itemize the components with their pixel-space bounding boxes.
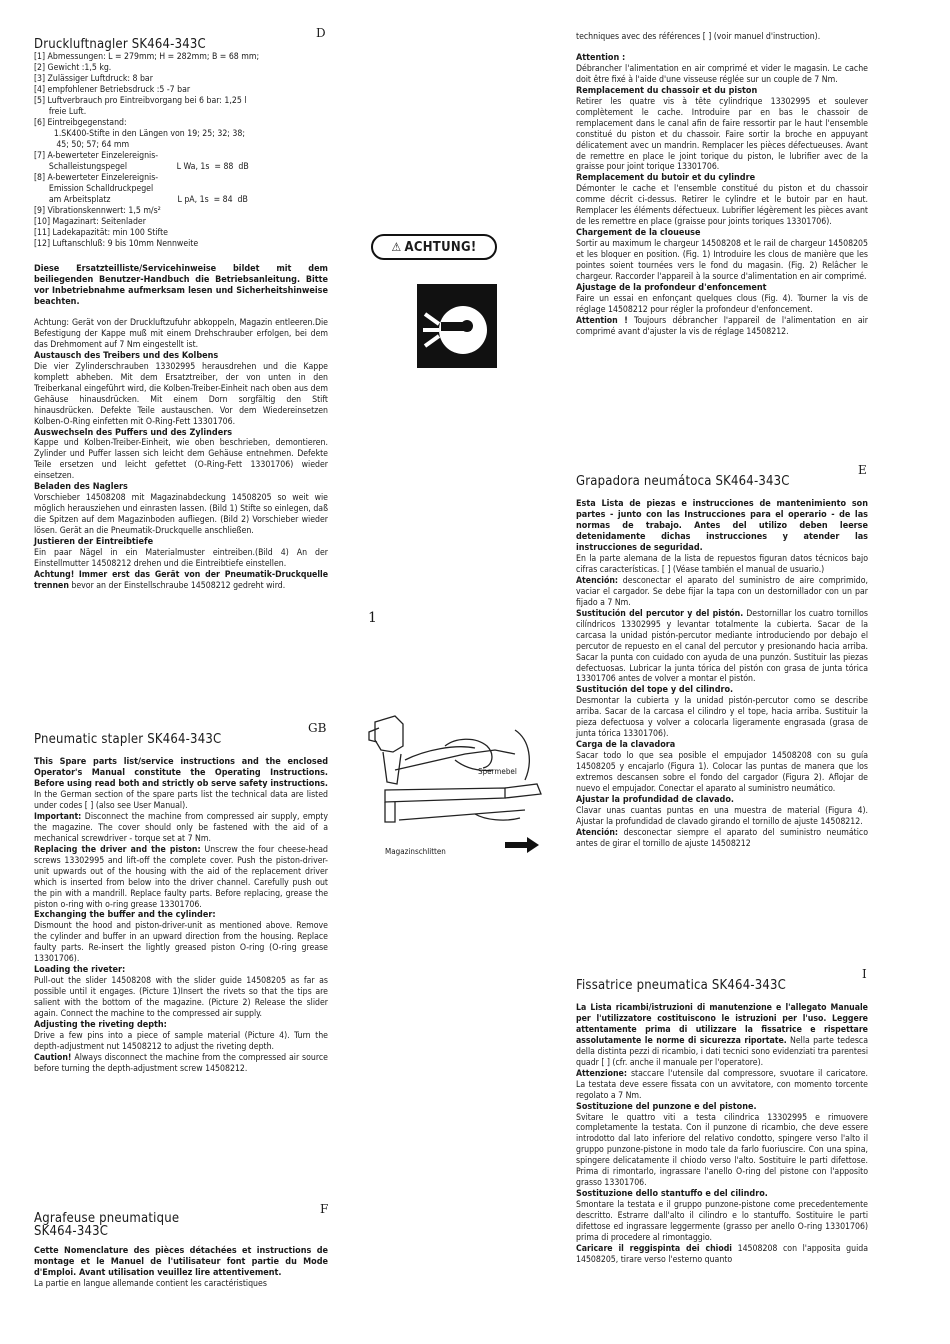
attention-it (576, 1069, 868, 1102)
right-column (576, 0, 868, 1344)
attention-label-it: Attenzione: (576, 1068, 627, 1079)
warning-label-gb: Caution! (34, 1052, 72, 1063)
section-it (576, 979, 868, 1266)
spec-line: am Arbeitsplatz L pA, 1s = 84 dB (34, 195, 248, 205)
paragraph-de-1: Die vier Zylinderschrauben 13302995 herausdrehen und die Kappe komplett abheben. Mit dem Ersatztreiber, der von unten in den Treiberkanal eingeführt wird, die Kolben-Treiber-Einheit nach oben aus dem Gehäuse hinausdrücken. Mit einem Dorn sorgfältig den Stift hinausdrücken. Defekte Teile austauschen. Vor dem Wiedereinsetzen Kolben-O-Ring einfetten mit O-Ring-Fett 13301706. (34, 361, 328, 427)
lang-code-it: I (862, 967, 867, 981)
intro2-fr: La partie en langue allemande contient les caractéristiques (34, 1279, 267, 1289)
paragraph-de-3: Vorschieber 14508208 mit Magazinabdeckung 14508205 so weit wie möglich herausziehen und einrasten lassen. (Bild 1) Stifte so einlegen, daß die Spitzen auf dem Magazinboden aufliegen. (Bild 2) Vorschieber wieder lösen. Gerät an die Pneumatik-Druckquelle anschließen. (34, 493, 328, 537)
paragraph-fr-1: Retirer les quatre vis à tête cylindrique 13302995 et soulever complètement le cache. Introduire par en bas le chassoir de remplacement dans le canal afin de faire ressortir par le haut l'ensemble constitué du piston et du chassoir. Faire sortir la broche en appuyant délicatement avec un mandrin. Remplacer les pièces défectueuses. Avant de remettre en place le joint torique du piston, le lubrifier avec de la graisse pour joint torique 13301706. (576, 96, 868, 173)
title-it: Fissatrice pneumatica SK464-343C (576, 978, 787, 993)
intro-es: Esta Lista de piezas e instrucciones de mantenimiento son partes - junto con las Instrucciones para el operario - de las normas de trabajo. Antes del utilizo deben leerse detenidamente dichas instrucciones y atender las instrucciones de seguridad. (576, 499, 868, 553)
paragraph-gb-1 (34, 845, 328, 911)
spec-line: Emission Schalldruckpegel (34, 184, 154, 194)
heading-gb-4: Adjusting the riveting depth: (34, 1020, 167, 1031)
paragraph-gb-3: Pull-out the slider 14508208 with the slider guide 14508205 as far as possible until it engages. (Picture 1)Insert the rivets so that the tips are salient with the bottom of the magazine. (Picture 2) Release the slider again. Connect the machine to the compressed air supply. (34, 976, 328, 1020)
paragraph-es-1 (576, 609, 868, 686)
caution-label-de: Achtung (34, 318, 67, 328)
paragraph-fr-3: Sortir au maximum le chargeur 14508208 et le rail de chargeur 14508205 et les bloquer en position. (Fig. 1) Introduire les clous de manière que les pointes soient tournées vers le fond du magasin. (Fig. 2) Relâcher le chargeur. Raccorder l'appareil à la source d'alimentation en air comprimé. (576, 239, 868, 283)
paragraph-es-4: Clavar unas cuantas puntas en una muestra de material (Figura 4). Ajustar la profundidad de clavado girando el tornillo de ajuste 14508212. (576, 805, 868, 827)
intro-fr: Cette Nomenclature des pièces détachées et instructions de montage et le Manuel de l'utilisateur font partie du Mode d'Emploi. Avant utilisation veuillez lire attentivement. (34, 1246, 328, 1278)
heading-es-1: Sustitución del percutor y del pistón. (576, 608, 744, 619)
warning-label-de: Achtung! (34, 569, 75, 580)
heading-fr-1: Remplacement du chassoir et du piston (576, 85, 758, 96)
warning-rest-de: bevor an der Einstellschraube 14508212 gedreht wird. (71, 580, 286, 591)
heading-gb-1: Replacing the driver and the piston: (34, 844, 201, 855)
figure-number: 1 (368, 610, 377, 626)
attention-label-es: Atención: (576, 575, 619, 586)
heading-es-2: Sustitución del tope y del cilindro. (576, 685, 734, 696)
heading-es-4: Ajustar la profundidad de clavado. (576, 794, 734, 805)
section-fr-start (34, 1213, 328, 1290)
attention-text-it: staccare l'utensile dal compressore, svuotare il caricatore. La testata deve essere fissata con un avvitatore, con momento torcente regolato a 7 Nm. (576, 1068, 869, 1101)
text-gb-1: Unscrew the four cheese-head screws 13302995 and lift-off the complete cover. Push the piston-driver-unit upwards out of the housing with the aid of the replacement driver which is inserted from below into the driver channel. Carefully push out the pin with a mandrill. Replace faulty parts. Before replacing, grease the piston o-ring with o-ring grease 13301706. (34, 844, 328, 910)
spec-line: [1] Abmessungen: L = 279mm; H = 282mm; B = 68 mm; (34, 52, 260, 62)
intro-bold-it: La Lista ricambi/istruzioni di manutenzione e l'allegato Manuale per l'utilizzatore costituiscono le istruzioni per l'uso. Leggere attentamente prima di utilizzare la fissatrice e rispettare assolutamente le norme di sicurezza riportate. (576, 1003, 868, 1046)
warning-label-fr: Attention ! (576, 315, 628, 326)
heading-de-3: Beladen des Naglers (34, 482, 128, 493)
title-de: Druckluftnagler SK464-343C (34, 37, 206, 52)
heading-fr-4: Ajustage de la profondeur d'enfoncement (576, 282, 767, 293)
warning-label-es: Atención: (576, 827, 619, 838)
warning-fr (576, 316, 868, 338)
de-body (34, 264, 328, 592)
left-column (34, 0, 328, 1344)
warning-text-es: desconectar siempre el aparato del suministro neumático antes de girar el tornillo de ajuste 14508212 (576, 827, 868, 849)
intro-gb: This Spare parts list/service instructions and the enclosed Operator's Manual constitute the Operating Instructions. Before using read both and strictly ob serve safety instructions. (34, 757, 329, 789)
spec-line: [12] Luftanschluß: 9 bis 10mm Nennweite (34, 239, 199, 249)
warning-de (34, 570, 328, 592)
spec-line: [10] Magazinart: Seitenlader (34, 217, 146, 227)
heading-de-1: Austausch des Treibers und des Kolbens (34, 350, 219, 361)
spec-line: [3] Zulässiger Luftdruck: 8 bar (34, 74, 153, 84)
heading-de-2: Auswechseln des Puffers und des Zylinders (34, 427, 233, 438)
paragraph-es-2: Desmontar la cubierta y la unidad pistón-percutor como se describe arriba. Sacar de la carcasa el cilindro y el tope, hacia arriba. Sustituir la pieza defectuosa y volver a colocarla ligeramente engrasada (grasa de junta tórica 13301706). (576, 696, 868, 740)
title-es: Grapadora neumátoca SK464-343C (576, 474, 790, 489)
heading-fr-3: Chargement de la cloueuse (576, 228, 701, 239)
lang-code-gb: GB (308, 721, 327, 735)
lang-code-es: E (858, 463, 867, 477)
warning-bold-de: Immer erst das Gerät von der Pneumatik-Druckquelle trennen (34, 569, 328, 591)
lang-code-fr: F (320, 1202, 329, 1216)
attention-es (576, 576, 868, 609)
achtung-badge (371, 234, 497, 260)
caution-text-de: : Gerät von der Druckluftzufuhr abkoppeln, Magazin entleeren.Die Befestigung der Kappe muß mit einem Drehschrauber erfolgen, bei dem das Drehmoment auf 7 Nm eingestellt ist. (34, 318, 328, 350)
important-gb (34, 812, 328, 845)
paragraph-it-2: Smontare la testata e il gruppo punzone-pistone come precedentemente descritto. Estrarre dall'alto il cilindro e lo stantuffo. Sostituire le parti difettose ed ingrassare leggermente (grasso per anello O-ring 13301706) prima di procedere al rimontaggio. (576, 1200, 868, 1244)
stapler-illustration (355, 710, 560, 860)
spec-line: [11] Ladekapazität: min 100 Stifte (34, 228, 168, 238)
heading-fr-2: Remplacement du butoir et du cylindre (576, 173, 756, 184)
spec-line: [6] Eintreibgegenstand: (34, 118, 127, 128)
cont-fr: techniques avec des références [ ] (voir manuel d'instruction). (576, 32, 821, 42)
spec-line: 45; 50; 57; 64 mm (34, 140, 130, 150)
warning-triangle-icon: ⚠ (391, 240, 402, 254)
paragraph-es-3: Sacar todo lo que sea posible el empujador 14508208 con su guía 14508205 y encajarlo (Figura 1). Colocar las puntas de manera que los extremos descansen sobre el fondo del cargador (Figura 2). Aflojar de nuevo el empujador. Conectar el aparato al suministro neumático. (576, 751, 868, 795)
label-spermebel: Spermebel (478, 767, 517, 776)
spec-line: freie Luft. (34, 107, 87, 117)
important-text-gb: Disconnect the machine from compressed air supply, empty the magazine. The cover should only be fastened with the aid of a mechanical screwdriver - torque set at 7 Nm. (34, 811, 328, 844)
spec-line: 1.SK400-Stifte in den Längen von 19; 25; 32; 38; (34, 129, 245, 139)
paragraph-gb-2: Dismount the hood and piston-driver-unit as mentioned above. Remove the cylinder and buffer in an upward direction from the housing. Replace faulty parts. Re-insert the lightly greased piston O-ring (O-ring grease 13301706). (34, 921, 328, 965)
title-fr-line1: Agrafeuse pneumatique (34, 1211, 180, 1226)
attention-text-fr: Débrancher l'alimentation en air comprimé et vider le magasin. Le cache doit être fixé à l'aide d'une visseuse réglée sur un couple de 7 Nm. (576, 63, 868, 85)
spec-list-de (34, 52, 328, 250)
achtung-label: ACHTUNG! (404, 239, 477, 255)
heading-gb-2: Exchanging the buffer and the cylinder: (34, 910, 216, 921)
label-magazinschlitten: Magazinschlitten (385, 847, 446, 856)
heading-it-1: Sostituzione del punzone e del pistone. (576, 1101, 757, 1112)
paragraph-fr-4: Faire un essai en enfonçant quelques clous (Fig. 4). Tourner la vis de réglage 14508212 pour régler la profondeur d'enfoncement. (576, 293, 868, 315)
paragraph-it-3 (576, 1244, 868, 1266)
section-es (576, 475, 868, 850)
spec-line: Schalleistungspegel L Wa, 1s = 88 dB (34, 162, 249, 172)
paragraph-fr-2: Démonter le cache et l'ensemble constitué du piston et du chassoir comme décrit ci-dessus. Retirer le cylindre et le butoir par en haut. Remplacer les éléments défectueux. Lubrifier légèrement les pièces avant de les remettre en place (graisse pour joints toriques 13301706). (576, 184, 868, 228)
title-fr-line2: SK464-343C (34, 1224, 109, 1239)
intro2-gb: In the German section of the spare parts list the technical data are listed under codes [ ] (also see User Manual). (34, 790, 328, 811)
spec-line: [5] Luftverbrauch pro Eintreibvorgang bei 6 bar: 1,25 l (34, 96, 247, 106)
spec-line: [2] Gewicht :1,5 kg. (34, 63, 112, 73)
warning-es (576, 828, 868, 850)
lang-code-de: D (316, 26, 326, 40)
caution-de (34, 318, 328, 351)
heading-it-2: Sostituzione dello stantuffo e del cilindro. (576, 1189, 768, 1200)
warning-text-gb: Always disconnect the machine from the compressed air source before turning the depth-adjustment screw 14508212. (34, 1052, 328, 1074)
paragraph-de-4: Ein paar Nägel in ein Materialmuster eintreiben.(Bild 4) An der Einstellmutter 14508212 drehen und die Eintreibtiefe einstellen. (34, 548, 328, 569)
intro2-es: En la parte alemana de la lista de repuestos figuran datos técnicos bajo cifras características. [ ] (Véase también el manual de usuario.) (576, 554, 868, 575)
paragraph-it-1: Svitare le quattro viti a testa cilindrica 13302995 e rimuovere completamente la testata. Con il punzone di ricambio, che deve essere introdotto dal lato inferiore del relativo condotto, spingere verso l'alto il gruppo punzone-pistone in modo tale da farlo fuoriuscire. Con una spina, spingere delicatamente il chiodo verso l'alto. Sostituire le parti difettose. Prima di rimontarlo, ingrassare l'anello O-ring del pistone con l'apposito grasso 13301706. (576, 1112, 868, 1189)
warning-text-fr: Toujours débrancher l'appareil de l'alimentation en air comprimé avant d'ajuster la vis de réglage 14508212. (576, 315, 868, 337)
attention-text-es: desconectar el aparato del suministro de aire comprimido, vaciar el cargador. Se debe fijar la tapa con un destornillador con un par fijado a 7 Nm. (576, 575, 868, 608)
heading-de-4: Justieren der Eintreibtiefe (34, 537, 154, 548)
text-it-3: 14508208 con l'apposita guida 14508205, tirare verso l'esterno quanto (576, 1243, 869, 1265)
spec-line: [7] A-bewerteter Einzelereignis- (34, 151, 159, 161)
heading-it-3: Caricare il reggispinta dei chiodi (576, 1243, 732, 1254)
section-de (34, 38, 328, 250)
heading-gb-3: Loading the riveter: (34, 965, 126, 976)
intro-it (576, 1003, 868, 1069)
paragraph-gb-4: Drive a few pins into a piece of sample material (Picture 4). Turn the depth-adjustment nut 14508212 to adjust the riveting depth. (34, 1030, 328, 1052)
attention-label-fr: Attention : (576, 52, 626, 63)
section-gb (34, 733, 328, 1075)
spec-line: [8] A-bewerteter Einzelereignis- (34, 173, 159, 183)
intro-rest-it: Nella parte tedesca della distinta pezzi di ricambio, i dati tecnici sono evidenziati tra parentesi quadr [ ] (cfr. anche il manuale per l'operatore). (576, 1035, 868, 1068)
intro-de: Diese Ersatzteilliste/Servicehinweise bildet mit dem beiliegenden Benutzer-Handbuch die Betriebsanleitung. Bitte vor Inbetriebnahme aufmerksam lesen und Sicherheitshinweise beachten. (34, 264, 328, 307)
heading-es-3: Carga de la clavadora (576, 740, 676, 751)
title-gb: Pneumatic stapler SK464-343C (34, 732, 222, 747)
spec-line: [4] empfohlener Betriebsdruck :5 -7 bar (34, 85, 191, 95)
paragraph-de-2: Kappe und Kolben-Treiber-Einheit, wie oben beschrieben, demontieren. Zylinder und Puffer lassen sich leicht dem Gehäuse entnehmen. Defekte Teile ersetzen und leicht gefettet (O-Ring-Fett 13301706) wieder einsetzen. (34, 438, 328, 482)
text-es-1: Destornillar los cuatro tornillos cilíndricos 13302995 y levantar totalmente la cubierta. Sacar de la carcasa la unidad pistón-percutor mediante introduciendo por debajo el percutor de repuesto en el canal del percutor y presionando hacia arriba. Sacar la punta con cuidado con ayuda de una punzón. Sustituir las piezas defectuosas. Lubricar la junta tórica del pistón con grasa de junta tórica 13301706 antes de volver a montar el pistón. (576, 608, 868, 685)
eye-protection-icon (417, 284, 497, 368)
important-label-gb: Important: (34, 811, 82, 822)
middle-column (335, 0, 560, 1344)
section-fr-cont (576, 32, 868, 338)
warning-gb (34, 1053, 328, 1075)
spec-line: [9] Vibrationskennwert: 1,5 m/s² (34, 206, 161, 216)
